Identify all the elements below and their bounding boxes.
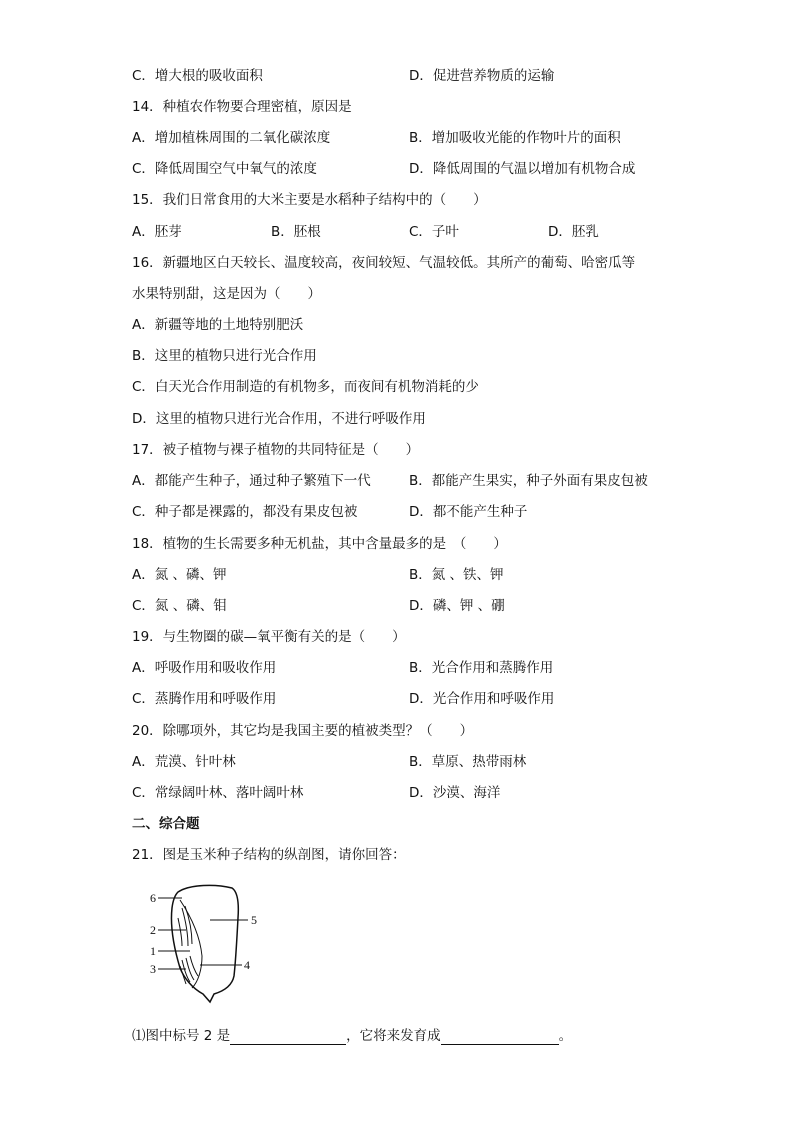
q15-option-a: A．胚芽 [132,224,182,240]
q15-option-b: B．胚根 [271,224,321,240]
q18-option-b: B．氮 、铁、钾 [409,567,504,583]
q17-stem: 17．被子植物与裸子植物的共同特征是（ ） [132,442,420,458]
q14-option-d: D．降低周围的气温以增加有机物合成 [409,161,636,177]
q16-option-b: B．这里的植物只进行光合作用 [132,348,317,364]
q14-stem: 14．种植农作物要合理密植，原因是 [132,99,352,115]
q16-option-c: C．白天光合作用制造的有机物多，而夜间有机物消耗的少 [132,379,479,395]
answer-blank-1[interactable] [230,1030,346,1045]
q19-option-d: D．光合作用和呼吸作用 [409,691,555,707]
q17-option-b: B．都能产生果实，种子外面有果皮包被 [409,473,648,489]
label-4: 4 [244,958,250,972]
q19-stem: 19．与生物圈的碳—氧平衡有关的是（ ） [132,629,406,645]
q19-option-c: C．蒸腾作用和呼吸作用 [132,691,277,707]
q13-option-c: C．增大根的吸收面积 [132,68,263,84]
q21-sub1 [132,1027,572,1045]
plumule-hatching [178,906,192,946]
q14-option-b: B．增加吸收光能的作物叶片的面积 [409,130,621,146]
q15-option-c: C．子叶 [409,224,459,240]
q20-option-a: A．荒漠、针叶林 [132,754,236,770]
label-3: 3 [150,962,156,976]
q16-stem-line1: 16．新疆地区白天较长、温度较高，夜间较短、气温较低。其所产的葡萄、哈密瓜等 [132,255,636,271]
q21-sub1-end: 。 [558,1028,573,1044]
q18-option-d: D．磷、钾 、硼 [409,598,505,614]
q14-option-a: A．增加植株周围的二氧化碳浓度 [132,130,331,146]
q13-option-d: D．促进营养物质的运输 [409,68,555,84]
label-2: 2 [150,923,156,937]
label-6: 6 [150,891,156,905]
answer-blank-2[interactable] [441,1030,559,1045]
q21-stem: 21．图是玉米种子结构的纵剖图，请你回答： [132,847,406,863]
q16-option-a: A．新疆等地的土地特别肥沃 [132,317,304,333]
q21-sub1-text-1: ⑴图中标号 2 是 [132,1028,231,1044]
q19-option-b: B．光合作用和蒸腾作用 [409,660,554,676]
q17-option-c: C．种子都是裸露的，都没有果皮包被 [132,504,358,520]
q15-option-d: D．胚乳 [548,224,599,240]
q18-option-a: A．氮 、磷、钾 [132,567,227,583]
q20-option-b: B．草原、热带雨林 [409,754,527,770]
q14-option-c: C．降低周围空气中氧气的浓度 [132,161,317,177]
q21-sub1-text-2: ，它将来发育成 [346,1028,441,1044]
q15-stem: 15．我们日常食用的大米主要是水稻种子结构中的（ ） [132,192,487,208]
q20-option-c: C．常绿阔叶林、落叶阔叶林 [132,785,304,801]
label-5: 5 [251,913,257,927]
label-1: 1 [150,944,156,958]
q16-stem-line2: 水果特别甜，这是因为（ ） [132,286,321,302]
radicle-hatching [180,956,198,984]
q18-option-c: C．氮 、磷、钼 [132,598,227,614]
q18-stem: 18．植物的生长需要多种无机盐，其中含量最多的是 （ ） [132,536,507,552]
q19-option-a: A．呼吸作用和吸收作用 [132,660,277,676]
q17-option-d: D．都不能产生种子 [409,504,528,520]
corn-seed-figure [140,878,280,1013]
q17-option-a: A．都能产生种子，通过种子繁殖下一代 [132,473,371,489]
q20-option-d: D．沙漠、海洋 [409,785,501,801]
q16-option-d: D．这里的植物只进行光合作用，不进行呼吸作用 [132,411,426,427]
section-title: 二、综合题 [132,816,200,832]
q20-stem: 20．除哪项外，其它均是我国主要的植被类型？（ ） [132,723,474,739]
